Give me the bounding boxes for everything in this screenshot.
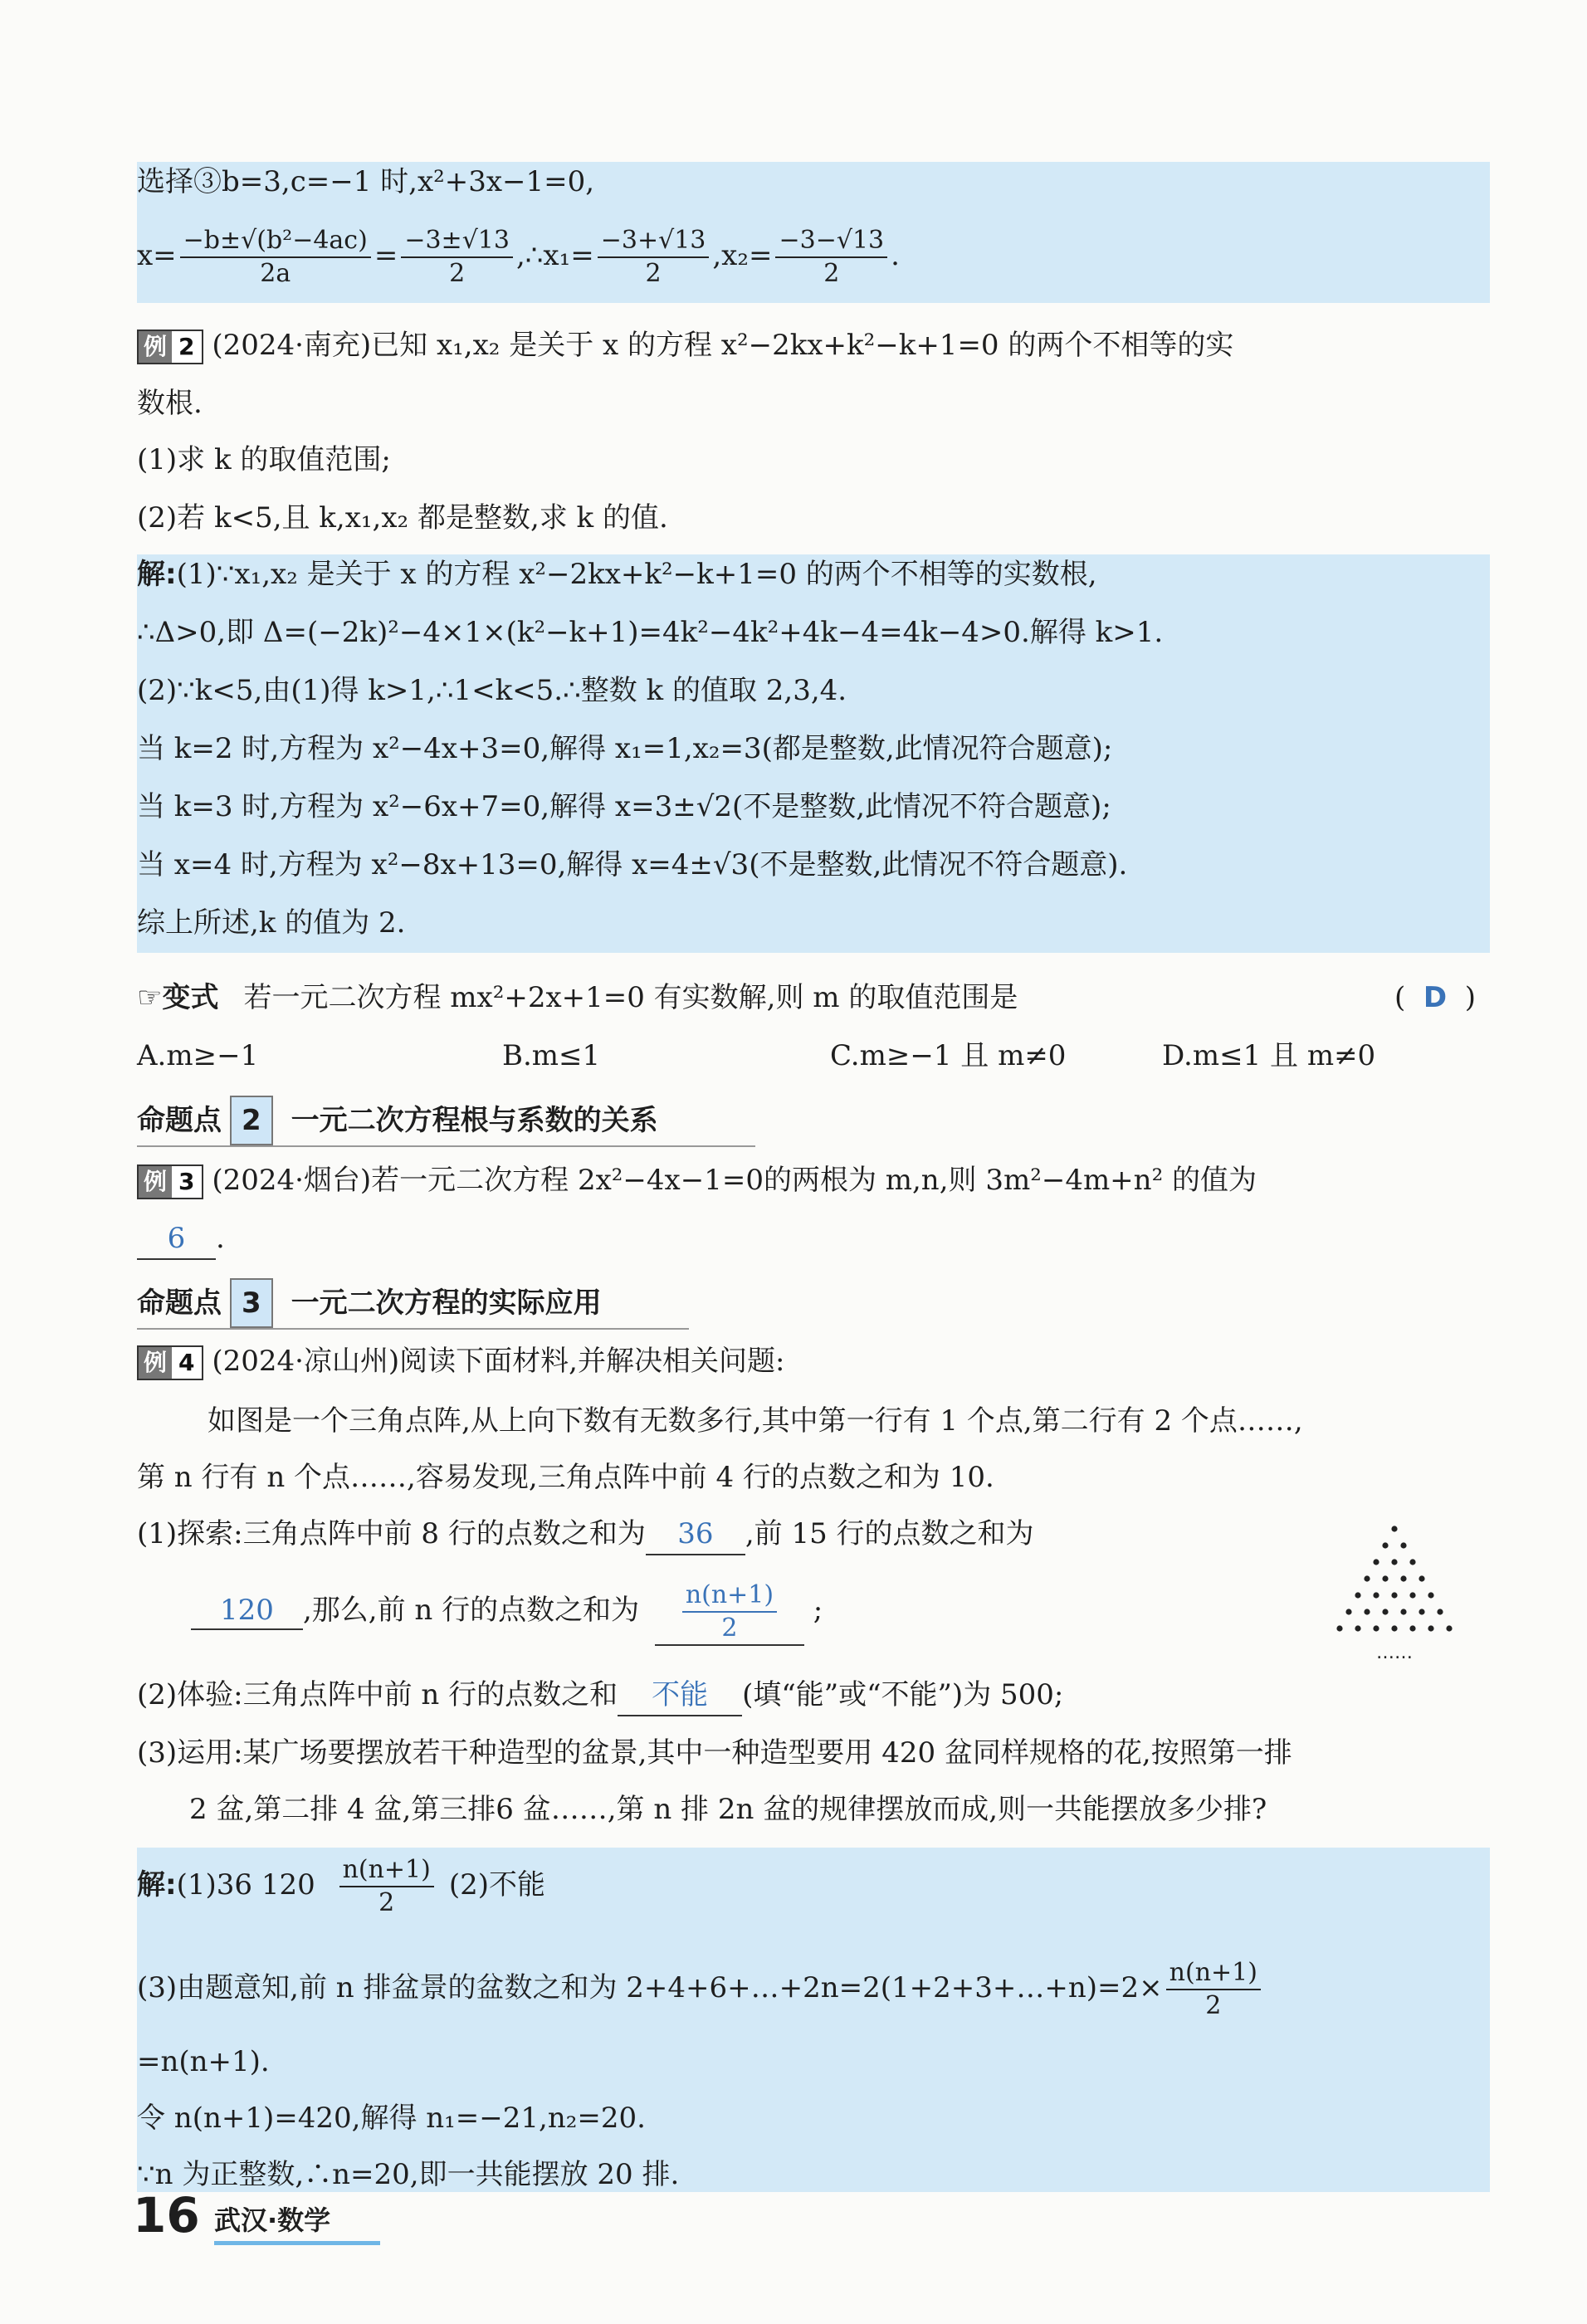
solution-line: 解:(1)∵x₁,x₂ 是关于 x 的方程 x²−2kx+k²−k+1=0 的两个不相等的实数根, [137, 558, 1097, 591]
dot [1373, 1559, 1379, 1565]
example-4-paragraph: 如图是一个三角点阵,从上向下数有无数多行,其中第一行有 1 个点,第二行有 2 个点……, [208, 1404, 1303, 1438]
solution-line: 综上所述,k 的值为 2. [137, 906, 406, 940]
dot [1419, 1609, 1424, 1614]
dot [1409, 1625, 1415, 1631]
dot [1391, 1625, 1397, 1631]
footer-accent-bar [214, 2241, 380, 2245]
dot [1373, 1625, 1379, 1631]
fraction: $\frac{n(n+1)}{2}$ [1166, 1957, 1261, 2022]
fraction: $\frac{-3+√13}{2}$ [598, 225, 710, 290]
solution-line: 令 n(n+1)=420,解得 n₁=−21,n₂=20. [137, 2102, 646, 2135]
dot [1428, 1592, 1433, 1598]
example-4-paragraph: 第 n 行有 n 个点……,容易发现,三角点阵中前 4 行的点数之和为 10. [137, 1461, 994, 1494]
dot [1437, 1609, 1443, 1614]
dot [1400, 1575, 1406, 1581]
solution-line: 当 k=2 时,方程为 x²−4x+3=0,解得 x₁=1,x₂=3(都是整数,此情况符合题意); [137, 732, 1113, 765]
fraction: $\frac{n(n+1)}{2}$ [339, 1854, 434, 1919]
dot [1391, 1592, 1397, 1598]
answer-blank: $\frac{n(n+1)}{2}$ [655, 1579, 804, 1646]
solution-line: =n(n+1). [137, 2045, 270, 2078]
dot [1373, 1592, 1379, 1598]
ellipsis: …… [1376, 1643, 1413, 1660]
variant-question: ☞变式 若一元二次方程 mx²+2x+1=0 有实数解,则 m 的取值范围是 [137, 981, 1018, 1014]
solution-line: (2)∵k<5,由(1)得 k>1,∴1<k<5.∴整数 k 的值取 2,3,4. [137, 674, 847, 707]
variant-answer-paren: ( D ) [1394, 981, 1477, 1014]
solution-line: 当 x=4 时,方程为 x²−8x+13=0,解得 x=4±√3(不是整数,此情况不符合题意). [137, 848, 1128, 881]
dot [1409, 1559, 1415, 1565]
solution-line: ∴Δ>0,即 Δ=(−2k)²−4×1×(k²−k+1)=4k²−4k²+4k−4=4k−4>0.解得 k>1. [137, 616, 1164, 649]
answer-blank: 36 [646, 1514, 745, 1555]
solution-line: 当 k=3 时,方程为 x²−6x+7=0,解得 x=3±√2(不是整数,此情况不符合题意); [137, 790, 1111, 823]
example-4-part-1: (1)探索:三角点阵中前 8 行的点数之和为 36 ,前 15 行的点数之和为 [137, 1514, 1034, 1555]
example-2-part-2: (2)若 k<5,且 k,x₁,x₂ 都是整数,求 k 的值. [137, 501, 668, 535]
dot [1382, 1575, 1388, 1581]
example-3-answer-line: 6 . [137, 1218, 225, 1260]
example-4-part-3: (3)运用:某广场要摆放若干种造型的盆景,其中一种造型要用 420 盆同样规格的花,按照第一排 [137, 1736, 1292, 1770]
solution-line: (3)由题意知,前 n 排盆景的盆数之和为 2+4+6+…+2n=2(1+2+3+…+n)=2× $\frac{n(n+1)}{2}$ [137, 1950, 1264, 2025]
answer-blank: 120 [191, 1592, 303, 1630]
solution-line: 解:(1)36 120 $\frac{n(n+1)}{2}$ (2)不能 [137, 1855, 546, 1917]
example-3-question: 例 3 (2024·烟台)若一元二次方程 2x²−4x−1=0的两根为 m,n,则 3m²−4m+n² 的值为 [137, 1160, 1257, 1200]
example-label: 例 4 [137, 1345, 203, 1380]
example-4-part-2: (2)体验:三角点阵中前 n 行的点数之和 不能 (填“能”或“不能”)为 500; [137, 1675, 1063, 1716]
solution-line: ∵n 为正整数,∴n=20,即一共能摆放 20 排. [137, 2158, 680, 2191]
answer-blank: 不能 [618, 1675, 742, 1716]
dot [1382, 1542, 1388, 1548]
variant-option-d: D.m≤1 且 m≠0 [1162, 1039, 1376, 1072]
triangular-dot-array-figure [1291, 1519, 1498, 1660]
example-2-question: 例 2 (2024·南充)已知 x₁,x₂ 是关于 x 的方程 x²−2kx+k²−k+1=0 的两个不相等的实 [137, 325, 1233, 365]
section-heading-3: 命题点 3 一元二次方程的实际应用 [137, 1278, 689, 1330]
dot [1382, 1609, 1388, 1614]
example-4-intro: 例 4 (2024·凉山州)阅读下面材料,并解决相关问题: [137, 1341, 784, 1381]
dot [1355, 1592, 1360, 1598]
variant-answer: D [1423, 981, 1448, 1014]
solution-line: 选择③b=3,c=−1 时,x²+3x−1=0, [137, 165, 595, 198]
dot [1428, 1625, 1433, 1631]
variant-option-c: C.m≥−1 且 m≠0 [830, 1039, 1067, 1072]
dot [1400, 1542, 1406, 1548]
variant-option-b: B.m≤1 [502, 1039, 601, 1072]
pointing-hand-icon: ☞ [137, 981, 163, 1014]
fraction: $\frac{-3\pm√13}{2}$ [401, 225, 513, 290]
book-title: 武汉·数学 [214, 2204, 331, 2236]
dot [1391, 1526, 1397, 1531]
fraction: $\frac{-3-√13}{2}$ [775, 225, 887, 290]
example-label: 例 3 [137, 1164, 203, 1199]
example-4-part-3-cont: 2 盆,第二排 4 盆,第三排6 盆……,第 n 排 2n 盆的规律摆放而成,则一共能摆放多少排? [189, 1793, 1267, 1826]
dot [1409, 1592, 1415, 1598]
dot [1364, 1575, 1370, 1581]
dot [1364, 1609, 1370, 1614]
dot [1336, 1625, 1342, 1631]
example-label: 例 2 [137, 330, 203, 364]
section-heading-2: 命题点 2 一元二次方程根与系数的关系 [137, 1096, 755, 1147]
dot [1400, 1609, 1406, 1614]
fraction: $\frac{\text{−b±√(b²−4ac)}}{2a}$ [180, 225, 371, 290]
dot [1345, 1609, 1351, 1614]
dot [1419, 1575, 1424, 1581]
answer-blank: 6 [137, 1218, 216, 1260]
solution-formula-line: x= $\frac{\text{−b±√(b²−4ac)}}{2a}$ = $\frac{-3\pm√13}{2}$ ,∴x₁= $\frac{-3+√13}{2}$ ,x₂= $\frac{-3-√13}{2}$ . [137, 226, 900, 288]
page-number: 16 [133, 2187, 200, 2243]
example-2-part-1: (1)求 k 的取值范围; [137, 443, 391, 476]
example-4-part-1-cont: 120 ,那么,前 n 行的点数之和为 $\frac{n(n+1)}{2}$ ; [191, 1573, 823, 1648]
dot [1355, 1625, 1360, 1631]
dot [1446, 1625, 1452, 1631]
example-2-question-cont: 数根. [137, 387, 203, 420]
dot [1391, 1559, 1397, 1565]
variant-option-a: A.m≥−1 [137, 1039, 259, 1072]
